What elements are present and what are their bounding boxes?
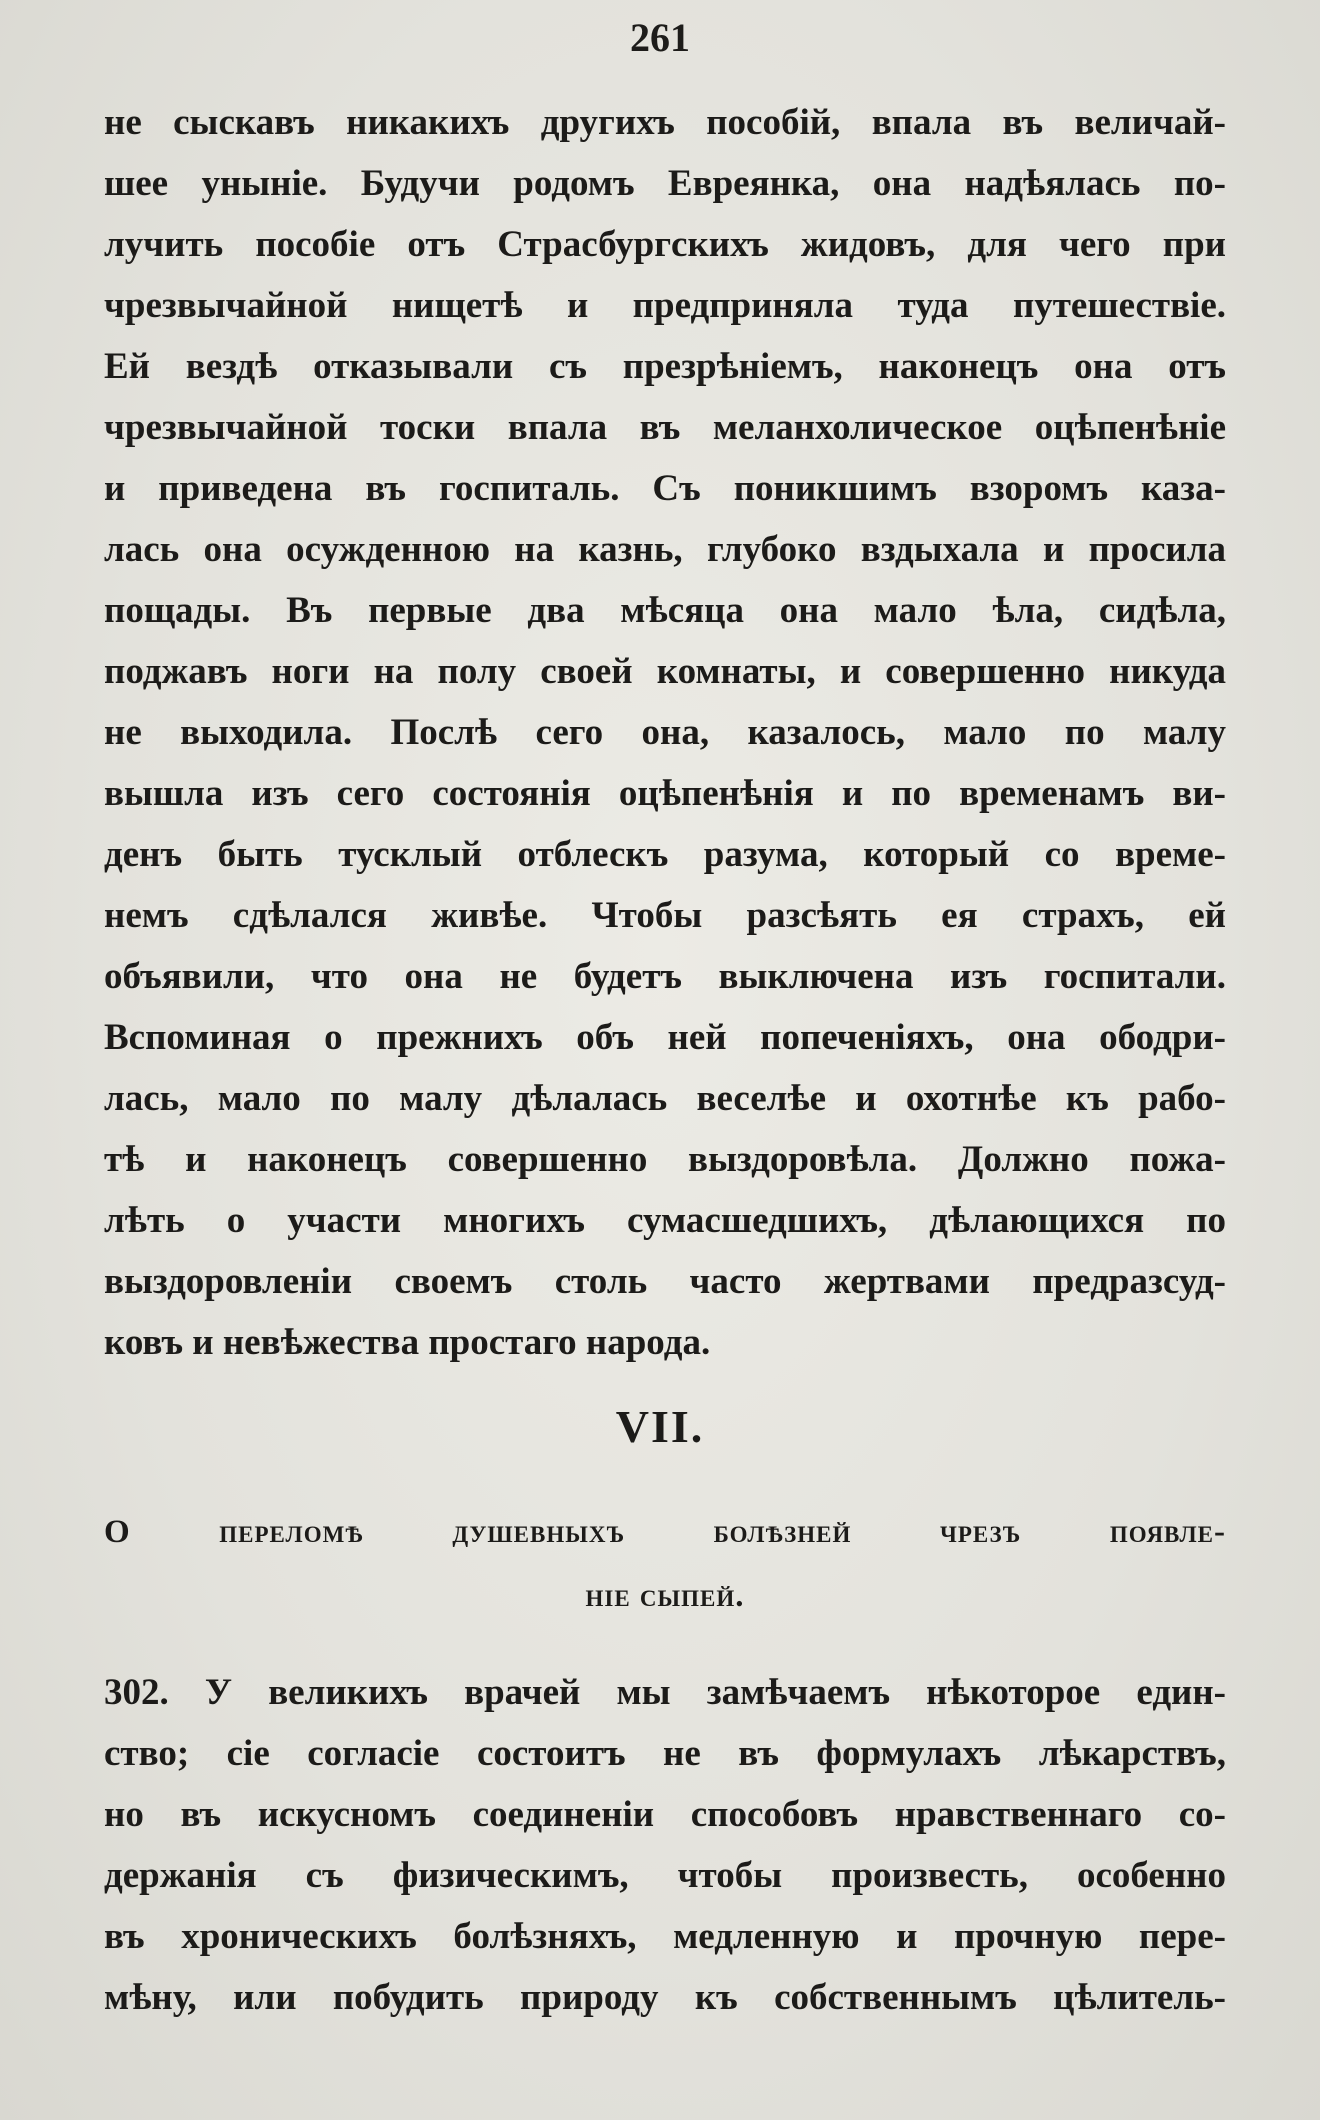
section-title-line: ніе сыпей. <box>585 1578 745 1614</box>
page-number: 261 <box>630 15 690 60</box>
section-title <box>104 1500 1226 1628</box>
text-line: пощады. Въ первые два мѣсяца она мало ѣла, сидѣла, <box>104 590 1226 631</box>
paragraph-1 <box>104 92 1226 1373</box>
section-title-line: О переломѣ душевныхъ болѣзней чрезъ появле- <box>104 1514 1226 1550</box>
text-line: не сыскавъ никакихъ другихъ пособій, впала въ величай- <box>104 102 1226 143</box>
text-line: денъ быть тусклый отблескъ разума, который со време- <box>104 834 1226 875</box>
text-line: 302. У великихъ врачей мы замѣчаемъ нѣкоторое един- <box>104 1672 1226 1713</box>
text-line: чрезвычайной нищетѣ и предприняла туда путешествіе. <box>104 285 1226 326</box>
text-line: ство; сіе согласіе состоитъ не въ формулахъ лѣкарствъ, <box>104 1733 1226 1774</box>
text-line: шее уныніе. Будучи родомъ Евреянка, она надѣялась по- <box>104 163 1226 204</box>
text-line: ковъ и невѣжества простаго народа. <box>104 1322 711 1363</box>
text-line: Вспоминая о прежнихъ объ ней попеченіяхъ, она ободри- <box>104 1017 1226 1058</box>
text-line: лась она осужденною на казнь, глубоко вздыхала и просила <box>104 529 1226 570</box>
text-line: не выходила. Послѣ сего она, казалось, мало по малу <box>104 712 1226 753</box>
text-line: но въ искусномъ соединеніи способовъ нравственнаго со- <box>104 1794 1226 1835</box>
section-number: VII. <box>615 1401 705 1452</box>
text-line: вышла изъ сего состоянія оцѣпенѣнія и по временамъ ви- <box>104 773 1226 814</box>
text-line: объявили, что она не будетъ выключена изъ госпитали. <box>104 956 1226 997</box>
paragraph-2 <box>104 1662 1226 2028</box>
text-line: немъ сдѣлался живѣе. Чтобы разсѣять ея страхъ, ей <box>104 895 1226 936</box>
text-line: лучить пособіе отъ Страсбургскихъ жидовъ, для чего при <box>104 224 1226 265</box>
text-line: Ей вездѣ отказывали съ презрѣніемъ, наконецъ она отъ <box>104 346 1226 387</box>
text-line: чрезвычайной тоски впала въ меланхолическое оцѣпенѣніе <box>104 407 1226 448</box>
text-line: поджавъ ноги на полу своей комнаты, и совершенно никуда <box>104 651 1226 692</box>
text-line: и приведена въ госпиталь. Съ поникшимъ взоромъ каза- <box>104 468 1226 509</box>
text-line: мѣну, или побудить природу къ собственнымъ цѣлитель- <box>104 1977 1226 2018</box>
text-line: тѣ и наконецъ совершенно выздоровѣла. Должно пожа- <box>104 1139 1226 1180</box>
text-line: держанія съ физическимъ, чтобы произвесть, особенно <box>104 1855 1226 1896</box>
text-line: выздоровленіи своемъ столь часто жертвами предразсуд- <box>104 1261 1226 1302</box>
text-line: лась, мало по малу дѣлалась веселѣе и охотнѣе къ рабо- <box>104 1078 1226 1119</box>
text-line: лѣть о участи многихъ сумасшедшихъ, дѣлающихся по <box>104 1200 1226 1241</box>
text-line: въ хроническихъ болѣзняхъ, медленную и прочную пере- <box>104 1916 1226 1957</box>
